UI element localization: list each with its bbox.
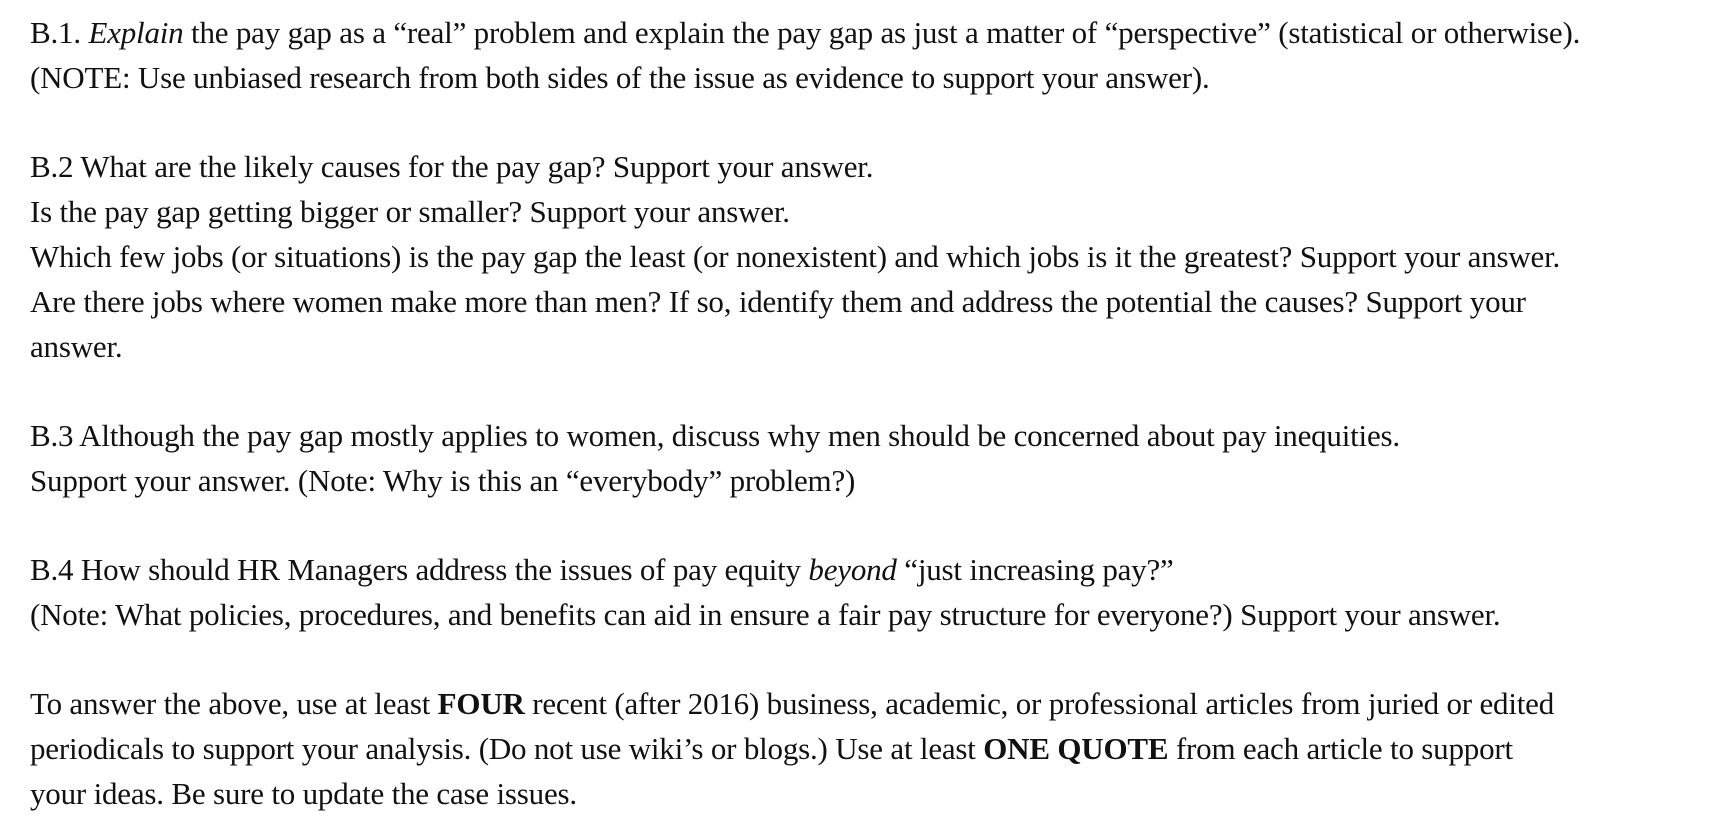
b4-line-1 [30,547,1720,592]
b4-line-2: (Note: What policies, procedures, and benefits can aid in ensure a fair pay structure for everyone?) Support your answer. [30,597,1501,632]
paragraph-spacer [30,369,1720,413]
b2-line-5: answer. [30,329,123,364]
paragraph-spacer [30,503,1720,547]
b1-note: (NOTE: Use unbiased research from both sides of the issue as evidence to support your answer). [30,60,1210,95]
b3-line-1: B.3 Although the pay gap mostly applies to women, discuss why men should be concerned about pay inequities. [30,418,1400,453]
b2-line-1: B.2 What are the likely causes for the pay gap? Support your answer. [30,149,874,184]
document-body [30,10,1720,816]
instructions-l1-post: recent (after 2016) business, academic, or professional articles from juried or edited [524,686,1555,721]
instructions-l1-pre: To answer the above, use at least [30,686,438,721]
section-b4 [30,547,1720,637]
b2-line-4: Are there jobs where women make more than men? If so, identify them and address the potential the causes? Support your [30,284,1526,319]
b1-label: B.1. [30,15,81,50]
b1-question-line [30,10,1720,55]
section-b3 [30,413,1720,503]
instructions-l2-pre: periodicals to support your analysis. (Do not use wiki’s or blogs.) Use at least [30,731,984,766]
b4-emphasis: beyond [808,552,897,587]
b4-line-1-pre: B.4 How should HR Managers address the issues of pay equity [30,552,809,587]
instructions-line-1 [30,681,1720,726]
section-instructions [30,681,1720,816]
b1-question-text: the pay gap as a “real” problem and explain the pay gap as just a matter of “perspective” (statistical or otherwise). [183,15,1581,50]
paragraph-spacer [30,637,1720,681]
b4-line-1-post: “just increasing pay?” [896,552,1174,587]
instructions-four-bold: FOUR [437,686,525,721]
instructions-one-quote-bold: ONE QUOTE [983,731,1169,766]
instructions-line-2 [30,726,1720,771]
instructions-l2-post: from each article to support [1168,731,1513,766]
section-b2 [30,144,1720,369]
b2-line-2: Is the pay gap getting bigger or smaller? Support your answer. [30,194,790,229]
section-b1 [30,10,1720,100]
paragraph-spacer [30,100,1720,144]
b1-emphasis: Explain [88,15,184,50]
b2-line-3: Which few jobs (or situations) is the pay gap the least (or nonexistent) and which jobs is it the greatest? Support your answer. [30,239,1561,274]
instructions-line-3: your ideas. Be sure to update the case issues. [30,776,577,811]
b3-line-2: Support your answer. (Note: Why is this an “everybody” problem?) [30,463,856,498]
